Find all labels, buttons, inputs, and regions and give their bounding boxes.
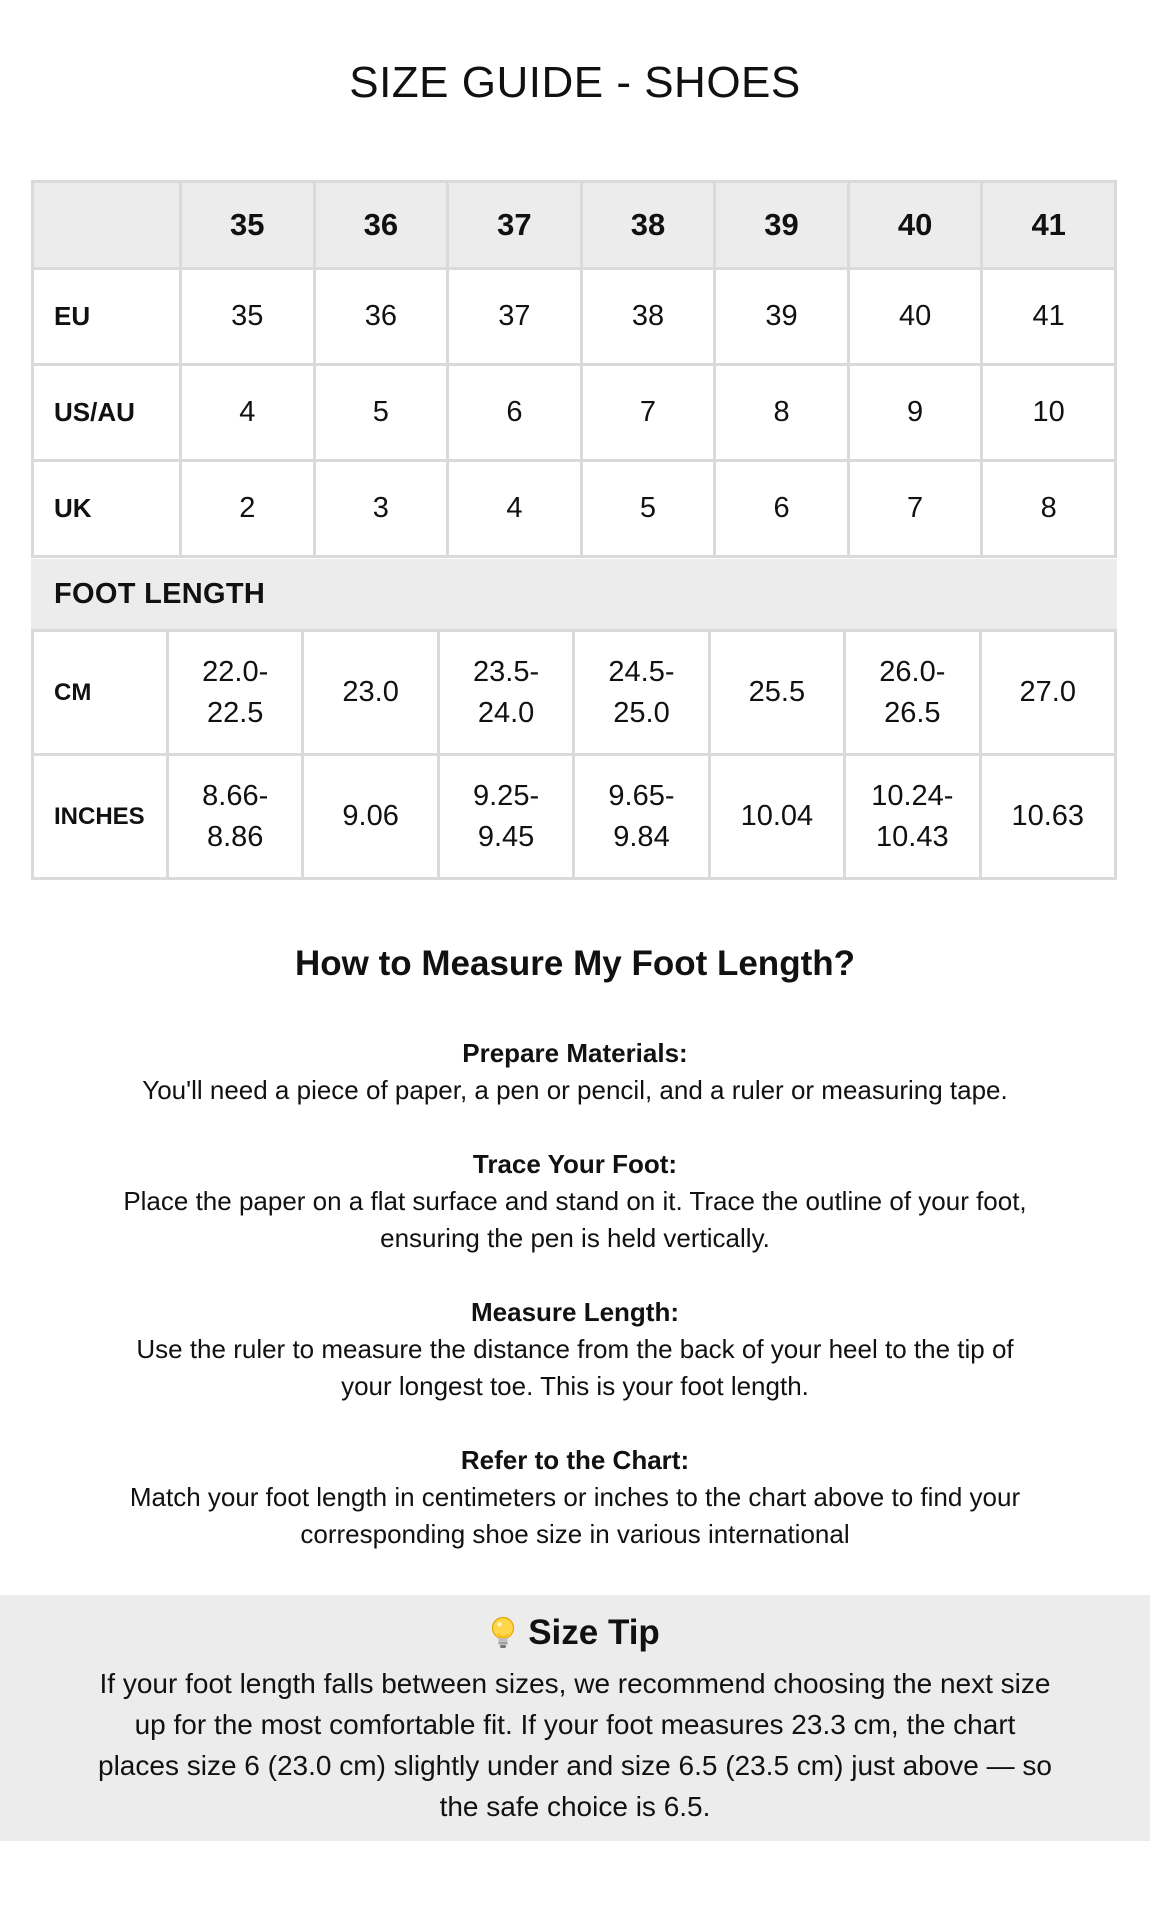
tip-title-row xyxy=(0,1607,1150,1659)
step-trace-foot xyxy=(110,1146,1040,1257)
table-cell: 41 xyxy=(982,269,1116,365)
table-cell: 26.0- 26.5 xyxy=(845,631,980,755)
row-label-eu: EU xyxy=(33,269,181,365)
tip-text: If your foot length falls between sizes, we recommend choosing the next size up for the most comfortable fit. If your foot measures 23.3 cm, the chart places size 6 (23.0 cm) slightly under and size 6.5 (23.5 cm) just above — so the safe choice is 6.5. xyxy=(98,1668,1052,1822)
row-label-cm: CM xyxy=(33,631,168,755)
table-cell: 2 xyxy=(181,461,315,557)
table-cell: 24.5- 25.0 xyxy=(574,631,709,755)
size-tip-box xyxy=(0,1595,1150,1841)
table-cell: 10.63 xyxy=(980,755,1115,879)
step-text: Place the paper on a flat surface and stand on it. Trace the outline of your foot, ensuring the pen is held vertically. xyxy=(123,1186,1027,1253)
tip-title: Size Tip xyxy=(528,1613,660,1652)
table-cell: 9.06 xyxy=(303,755,438,879)
table-cell: 8.66- 8.86 xyxy=(168,755,303,879)
header-cell-blank xyxy=(33,182,181,269)
step-prepare-materials xyxy=(110,1035,1040,1109)
table-row-cm xyxy=(33,631,1116,755)
table-cell: 35 xyxy=(181,269,315,365)
size-conversion-table xyxy=(31,180,1117,558)
foot-length-heading: FOOT LENGTH xyxy=(31,559,1117,629)
table-cell: 9.65- 9.84 xyxy=(574,755,709,879)
size-header-row xyxy=(33,182,1116,269)
step-title: Prepare Materials: xyxy=(462,1038,688,1068)
table-cell: 9 xyxy=(848,365,982,461)
step-measure-length xyxy=(110,1294,1040,1405)
step-title: Refer to the Chart: xyxy=(460,1445,690,1475)
table-cell: 5 xyxy=(314,365,448,461)
measure-heading: How to Measure My Foot Length? xyxy=(295,944,855,983)
lightbulb-icon xyxy=(490,1616,516,1650)
header-cell-size: 36 xyxy=(314,182,448,269)
table-cell: 4 xyxy=(448,461,582,557)
table-cell: 9.25- 9.45 xyxy=(438,755,573,879)
page-title: SIZE GUIDE - SHOES xyxy=(349,58,801,107)
row-label-inches: INCHES xyxy=(33,755,168,879)
table-cell: 40 xyxy=(848,269,982,365)
table-cell: 22.0- 22.5 xyxy=(168,631,303,755)
table-cell: 3 xyxy=(314,461,448,557)
foot-length-table xyxy=(31,629,1117,880)
measure-instructions xyxy=(0,935,1150,1590)
header-cell-size: 39 xyxy=(715,182,849,269)
table-cell: 4 xyxy=(181,365,315,461)
table-cell: 37 xyxy=(448,269,582,365)
row-label-us-au: US/AU xyxy=(33,365,181,461)
table-cell: 27.0 xyxy=(980,631,1115,755)
header-cell-size: 41 xyxy=(982,182,1116,269)
header-cell-size: 40 xyxy=(848,182,982,269)
table-cell: 23.0 xyxy=(303,631,438,755)
table-row-us-au xyxy=(33,365,1116,461)
header-cell-size: 35 xyxy=(181,182,315,269)
table-row-eu xyxy=(33,269,1116,365)
step-refer-chart xyxy=(110,1442,1040,1553)
table-row-uk xyxy=(33,461,1116,557)
table-cell: 6 xyxy=(448,365,582,461)
header-cell-size: 38 xyxy=(581,182,715,269)
step-title: Trace Your Foot: xyxy=(472,1149,678,1179)
table-cell: 10 xyxy=(982,365,1116,461)
table-cell: 8 xyxy=(982,461,1116,557)
table-cell: 39 xyxy=(715,269,849,365)
table-cell: 25.5 xyxy=(709,631,844,755)
table-cell: 7 xyxy=(581,365,715,461)
table-cell: 23.5- 24.0 xyxy=(438,631,573,755)
step-text: Use the ruler to measure the distance from the back of your heel to the tip of your longest toe. This is your foot length. xyxy=(136,1334,1014,1401)
table-cell: 6 xyxy=(715,461,849,557)
table-cell: 36 xyxy=(314,269,448,365)
table-row-inches xyxy=(33,755,1116,879)
table-cell: 10.04 xyxy=(709,755,844,879)
header-cell-size: 37 xyxy=(448,182,582,269)
table-cell: 8 xyxy=(715,365,849,461)
table-cell: 7 xyxy=(848,461,982,557)
step-text: Match your foot length in centimeters or inches to the chart above to find your corresponding shoe size in various international xyxy=(129,1482,1021,1549)
table-cell: 5 xyxy=(581,461,715,557)
step-title: Measure Length: xyxy=(470,1297,680,1327)
table-cell: 10.24- 10.43 xyxy=(845,755,980,879)
row-label-uk: UK xyxy=(33,461,181,557)
table-cell: 38 xyxy=(581,269,715,365)
step-text: You'll need a piece of paper, a pen or pencil, and a ruler or measuring tape. xyxy=(142,1075,1008,1105)
